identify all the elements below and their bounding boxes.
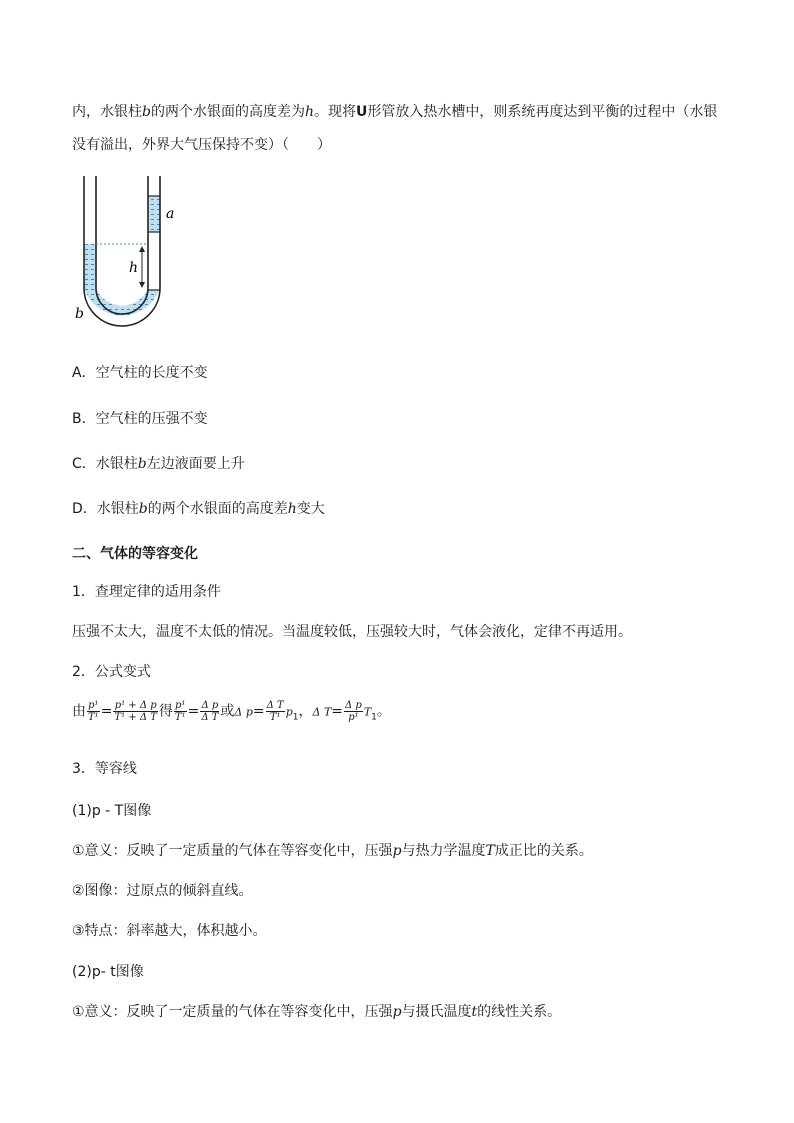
intro-line-2: 没有溢出，外界大气压保持不变）（ ） bbox=[72, 137, 331, 153]
var-h: h bbox=[304, 104, 314, 120]
fraction: $\frac{\text{p¹}}{\text{T¹}}$ bbox=[174, 700, 186, 723]
item3-n1: ①意义：反映了一定质量的气体在等容变化中，压强p与摄氏温度t的线性关系。 bbox=[72, 1004, 562, 1020]
label-h: h bbox=[129, 260, 139, 276]
item1-title: 1．查理定律的适用条件 bbox=[72, 584, 221, 600]
item3-m3: ③特点：斜率越大，体积越小。 bbox=[72, 923, 267, 939]
intro-line-1 bbox=[72, 101, 717, 121]
option-c[interactable]: C．水银柱b左边液面要上升 bbox=[72, 456, 245, 472]
intro-text: 内，水银柱 bbox=[72, 104, 142, 120]
mercury-a bbox=[148, 196, 160, 232]
fraction: $\frac{\text{Δ T}}{\text{T¹}}$ bbox=[266, 700, 284, 723]
u-letter: U bbox=[356, 104, 368, 120]
item3-m1: ①意义：反映了一定质量的气体在等容变化中，压强p与热力学温度T成正比的关系。 bbox=[72, 843, 593, 859]
u-tube-diagram bbox=[72, 172, 192, 342]
section-heading: 二、气体的等容变化 bbox=[72, 546, 198, 562]
fraction: $\frac{\text{Δ p}}{\text{p¹}}$ bbox=[345, 700, 362, 723]
label-a: a bbox=[166, 206, 175, 222]
item3-sub1: (1)p - T图像 bbox=[72, 803, 152, 819]
option-d[interactable]: D．水银柱b的两个水银面的高度差h变大 bbox=[72, 501, 325, 517]
label-b: b bbox=[75, 306, 84, 322]
var-b: b bbox=[142, 104, 151, 120]
fraction: $\frac{\text{Δ p}}{\text{Δ T}}$ bbox=[201, 700, 219, 723]
item2-title: 2．公式变式 bbox=[72, 664, 151, 680]
option-a[interactable]: A．空气柱的长度不变 bbox=[72, 365, 208, 381]
fraction: $\frac{\text{p¹ + Δ p}}{\text{T¹ + Δ T}}$ bbox=[114, 700, 157, 723]
item1-text: 压强不太大，温度不太低的情况。当温度较低，压强较大时，气体会液化，定律不再适用。 bbox=[72, 624, 632, 640]
intro-text: 的两个水银面的高度差为 bbox=[150, 104, 305, 120]
item3-m2: ②图像：过原点的倾斜直线。 bbox=[72, 883, 253, 899]
item3-sub2: (2)p- t图像 bbox=[72, 964, 144, 980]
fraction: $\frac{\text{p¹}}{\text{T¹}}$ bbox=[88, 700, 99, 723]
intro-text: 形管放入热水槽中，则系统再度达到平衡的过程中（水银 bbox=[367, 104, 718, 120]
formula-line: 由 $\frac{\text{p¹}}{\text{T¹}}$ = $\frac{\text{p¹ + Δ p}}{\text{T¹ + Δ T}}$ 得 $\frac{\text{p¹}}{\text{T¹}}$ = $\frac{\text{Δ p}}{\text{Δ T}}$ 或Δ p= $\frac{\text{Δ T}}{\text{T¹}}$ $p_1$，Δ T= $\frac{\text{Δ p}}{\text{p¹}}$ $T_1$。 bbox=[72, 700, 391, 723]
item3-title: 3．等容线 bbox=[72, 761, 137, 777]
intro-text: 。现将 bbox=[314, 104, 356, 120]
option-b[interactable]: B．空气柱的压强不变 bbox=[72, 411, 208, 427]
